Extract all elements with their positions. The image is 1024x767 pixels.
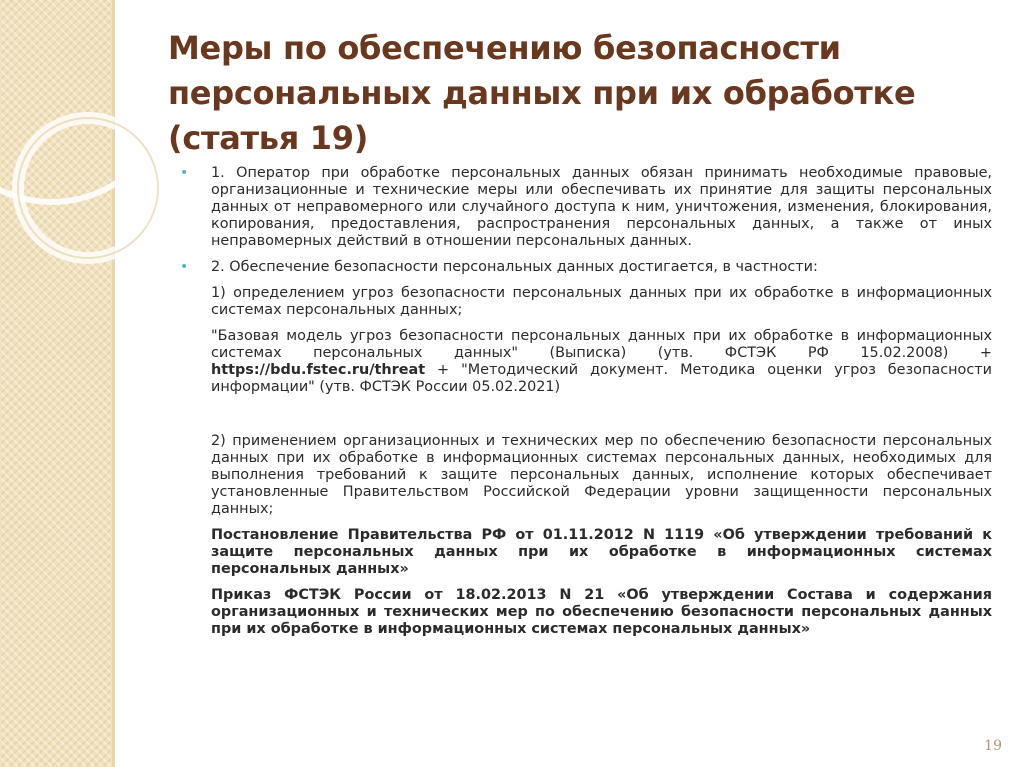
- slide-body: [176, 165, 992, 647]
- threat-db-link[interactable]: https://bdu.fstec.ru/threat: [211, 362, 426, 378]
- bullet-icon: •: [180, 165, 189, 181]
- paragraph-fstec-order: [176, 587, 992, 638]
- slide-title: Меры по обеспечению безопасности персональных данных при их обработке (статья 19): [168, 29, 916, 157]
- paragraph-operator-duty: [176, 165, 992, 250]
- paragraph-text: 2) применением организационных и технических мер по обеспечению безопасности персональных данных при их обработке в информационных системах персональных данных, необходимых для выполнения требований к защите персональных данных, исполнение которых обеспечивает установленные Правительством Российской Федерации уровни защищенности персональных данных;: [211, 433, 992, 517]
- deco-circle-small-inner: [18, 118, 158, 258]
- bullet-icon: •: [180, 259, 189, 275]
- paragraph-org-tech-measures: [176, 433, 992, 518]
- paragraph-text: 2. Обеспечение безопасности персональных данных достигается, в частности:: [211, 259, 818, 275]
- paragraph-security-achieved: [176, 259, 992, 276]
- paragraph-threat-definition: [176, 285, 992, 319]
- paragraph-text: 1) определением угроз безопасности персональных данных при их обработке в информационных системах персональных данных;: [211, 285, 992, 318]
- paragraph-text: + "Методический документ. Методика оценки угроз безопасности информации" (утв. ФСТЭК России 05.02.2021): [211, 362, 992, 395]
- spacer: [176, 405, 992, 433]
- paragraph-text: 1. Оператор при обработке персональных данных обязан принимать необходимые правовые, организационные и технические меры или обеспечивать их принятие для защиты персональных данных от неправомерного или случайного доступа к ним, уничтожения, изменения, блокирования, копирования, предоставления, распространения персональных данных, а также от иных неправомерных действий в отношении персональных данных.: [211, 165, 992, 249]
- paragraph-text: "Базовая модель угроз безопасности персональных данных при их обработке в информационных системах персональных данных" (Выписка) (утв. ФСТЭК РФ 15.02.2008) +: [211, 328, 992, 361]
- paragraph-text: Постановление Правительства РФ от 01.11.2012 N 1119 «Об утверждении требований к защите персональных данных при их обработке в информационных системах персональных данных»: [211, 527, 992, 577]
- page-number: 19: [984, 738, 1002, 754]
- paragraph-text: Приказ ФСТЭК России от 18.02.2013 N 21 «Об утверждении Состава и содержания организационных и технических мер по обеспечению безопасности персональных данных при их обработке в информационных системах персональных данных»: [211, 587, 992, 637]
- paragraph-government-decree: [176, 527, 992, 578]
- paragraph-threat-model: [176, 328, 992, 396]
